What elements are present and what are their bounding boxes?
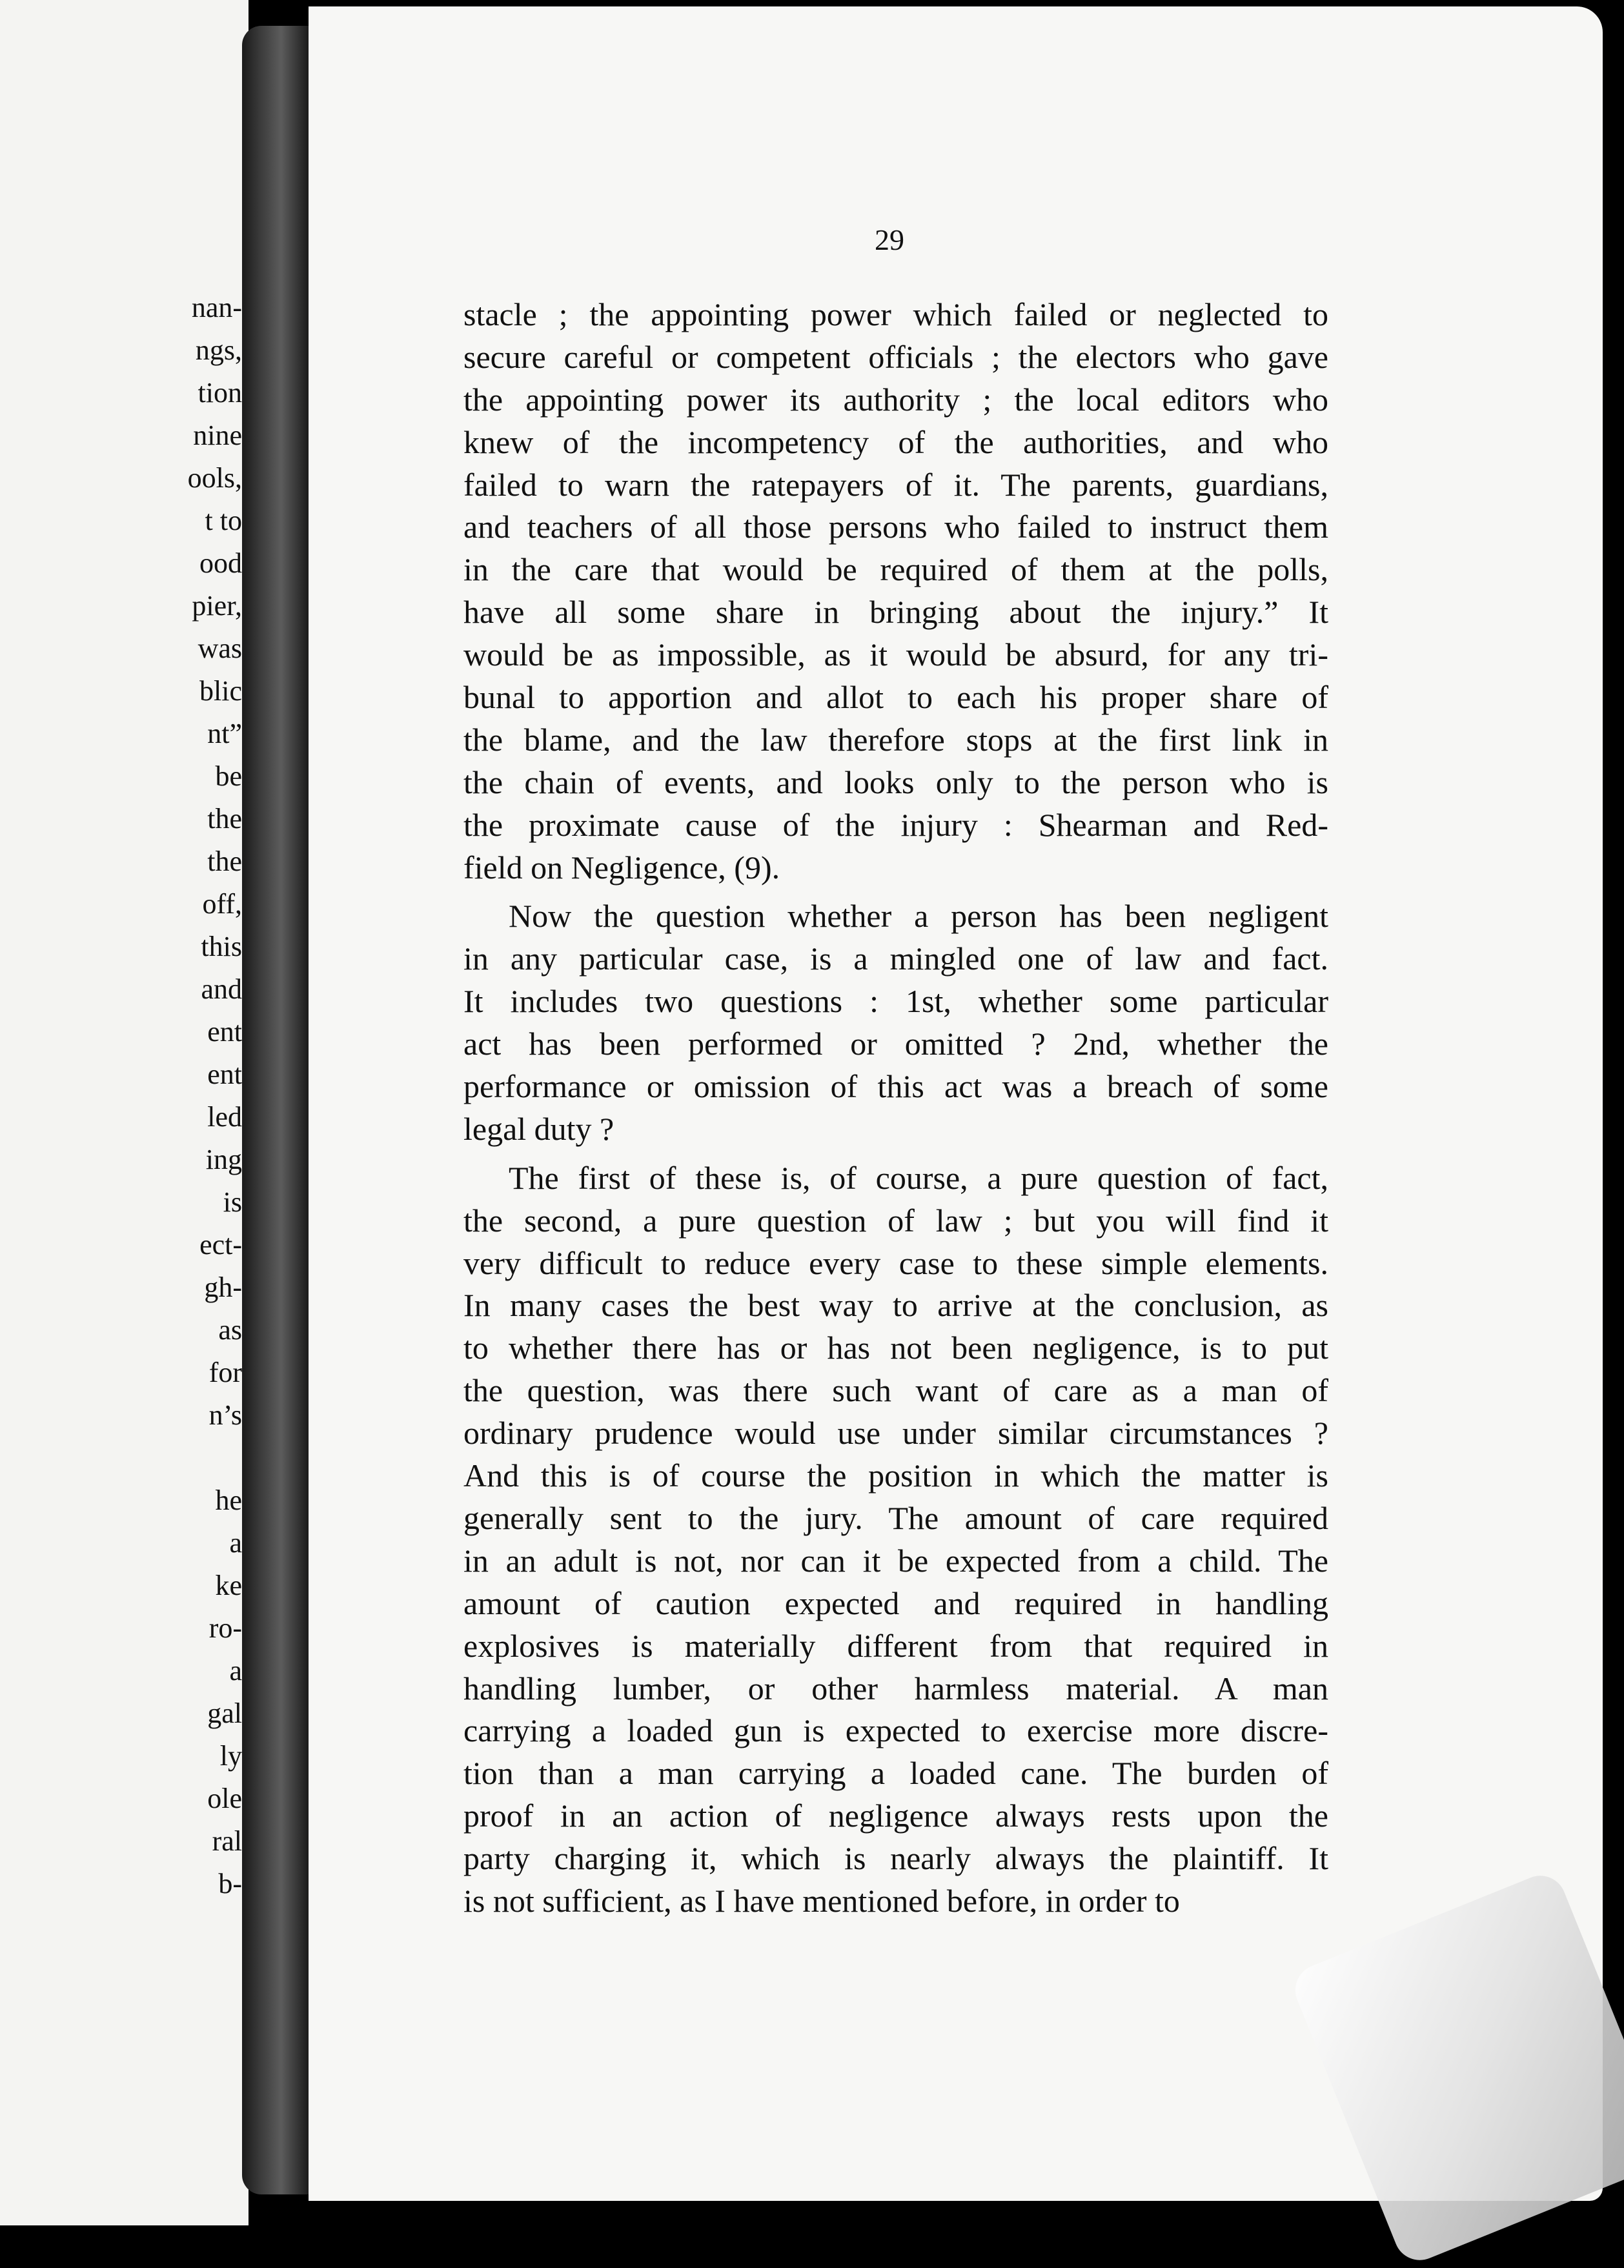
page-number: 29 <box>875 223 904 256</box>
left-page-fragment: ent <box>207 1016 242 1048</box>
left-page-fragment: for <box>208 1357 242 1388</box>
left-page-fragment: nine <box>193 420 242 451</box>
text-line: ordinary prudence would use under similar circumstances ? <box>463 1415 1328 1452</box>
left-page-fragment: ro- <box>208 1612 242 1644</box>
left-page-fragment: as <box>218 1314 242 1346</box>
text-line: in any particular case, is a mingled one of law and fact. <box>463 940 1328 977</box>
text-line: party charging it, which is nearly always the plaintiff. It <box>463 1840 1328 1877</box>
text-line: act has been performed or omitted ? 2nd, whether the <box>463 1026 1328 1062</box>
text-line: legal duty ? <box>463 1110 614 1147</box>
left-page-fragment: a <box>229 1655 242 1686</box>
text-line: in the care that would be required of them at the polls, <box>463 551 1328 588</box>
text-line: the second, a pure question of law ; but you will find it <box>463 1202 1328 1239</box>
paragraph <box>463 294 1328 889</box>
text-line: It includes two questions : 1st, whether some particular <box>463 983 1328 1020</box>
left-page-fragment: and <box>201 973 242 1005</box>
text-line: the question, was there such want of care as a man of <box>463 1372 1328 1409</box>
text-line: proof in an action of negligence always rests upon the <box>463 1797 1328 1834</box>
left-page-fragment: t to <box>205 505 242 536</box>
text-line: tion than a man carrying a loaded cane. The burden of <box>463 1755 1328 1792</box>
left-page-fragment: he <box>215 1484 242 1516</box>
left-page-fragment: ly <box>219 1740 242 1772</box>
text-line: And this is of course the position in which the matter is <box>463 1457 1328 1494</box>
left-page-fragment: gh- <box>204 1271 242 1303</box>
text-line: handling lumber, or other harmless material. A man <box>463 1670 1328 1706</box>
text-line: have all some share in bringing about the injury.” It <box>463 594 1328 631</box>
left-page-fragment: off, <box>202 888 242 920</box>
text-line: and teachers of all those persons who failed to instruct them <box>463 509 1328 545</box>
left-page-fragment: b- <box>218 1868 242 1899</box>
left-page-fragment: is <box>223 1186 242 1218</box>
left-page-fragment: led <box>207 1101 242 1133</box>
paragraph <box>463 1157 1328 1923</box>
left-page-fragment: n’s <box>208 1399 242 1431</box>
text-line: The first of these is, of course, a pure question of fact, <box>509 1159 1328 1196</box>
left-page-fragment: ing <box>205 1144 242 1175</box>
left-page-fragment: ent <box>207 1058 242 1090</box>
left-page-fragment: nt” <box>207 718 242 749</box>
text-line: In many cases the best way to arrive at the conclusion, as <box>463 1287 1328 1324</box>
left-page-fragment: nan- <box>191 292 242 323</box>
left-page-fragment: ood <box>199 547 242 579</box>
paragraph-gap <box>463 1151 1328 1157</box>
text-line: Now the question whether a person has been negligent <box>509 898 1328 935</box>
left-page <box>0 0 249 2225</box>
left-page-fragment: pier, <box>192 590 242 622</box>
body-text <box>463 294 1328 1923</box>
text-line: very difficult to reduce every case to these simple elements. <box>463 1244 1328 1281</box>
text-line: carrying a loaded gun is expected to exercise more discre- <box>463 1712 1328 1749</box>
text-line: the blame, and the law therefore stops at the first link in <box>463 721 1328 758</box>
left-page-fragment: was <box>198 633 242 664</box>
text-line: bunal to apportion and allot to each his proper share of <box>463 679 1328 716</box>
text-line: failed to warn the ratepayers of it. The parents, guardians, <box>463 466 1328 503</box>
left-page-fragment: a <box>229 1527 242 1559</box>
left-page-fragment: the <box>207 845 242 877</box>
text-line: stacle ; the appointing power which failed or neglected to <box>463 296 1328 332</box>
left-page-fragment: blic <box>199 675 242 707</box>
text-line: the chain of events, and looks only to the person who is <box>463 764 1328 800</box>
text-line: in an adult is not, nor can it be expected from a child. The <box>463 1542 1328 1579</box>
left-page-fragment: ools, <box>187 462 242 494</box>
text-line: field on Negligence, (9). <box>463 849 780 886</box>
text-line: generally sent to the jury. The amount of care required <box>463 1499 1328 1536</box>
paragraph-gap <box>463 889 1328 895</box>
text-line: the appointing power its authority ; the local editors who <box>463 381 1328 418</box>
text-line: would be as impossible, as it would be absurd, for any tri- <box>463 636 1328 673</box>
left-page-fragment: this <box>201 931 242 962</box>
text-line: performance or omission of this act was a breach of some <box>463 1068 1328 1105</box>
left-page-fragment: the <box>207 803 242 835</box>
left-page-fragment: ngs, <box>195 334 242 366</box>
text-line: amount of caution expected and required in handling <box>463 1585 1328 1621</box>
text-line: to whether there has or has not been negligence, is to put <box>463 1330 1328 1366</box>
left-page-fragment: gal <box>207 1697 242 1729</box>
left-page-fragment: ke <box>215 1570 242 1601</box>
left-page-fragment: ect- <box>199 1229 242 1261</box>
text-line: secure careful or competent officials ; the electors who gave <box>463 338 1328 375</box>
paragraph <box>463 895 1328 1150</box>
text-line: the proximate cause of the injury : Shearman and Red- <box>463 806 1328 843</box>
left-page-fragment: ole <box>207 1783 242 1814</box>
left-page-fragment: tion <box>198 377 242 409</box>
text-line: is not sufficient, as I have mentioned before, in order to <box>463 1882 1180 1919</box>
book-spine <box>242 26 313 2194</box>
left-page-fragment: be <box>215 760 242 792</box>
text-line: knew of the incompetency of the authorities, and who <box>463 423 1328 460</box>
left-page-fragment: ral <box>212 1825 242 1857</box>
text-line: explosives is materially different from that required in <box>463 1627 1328 1664</box>
